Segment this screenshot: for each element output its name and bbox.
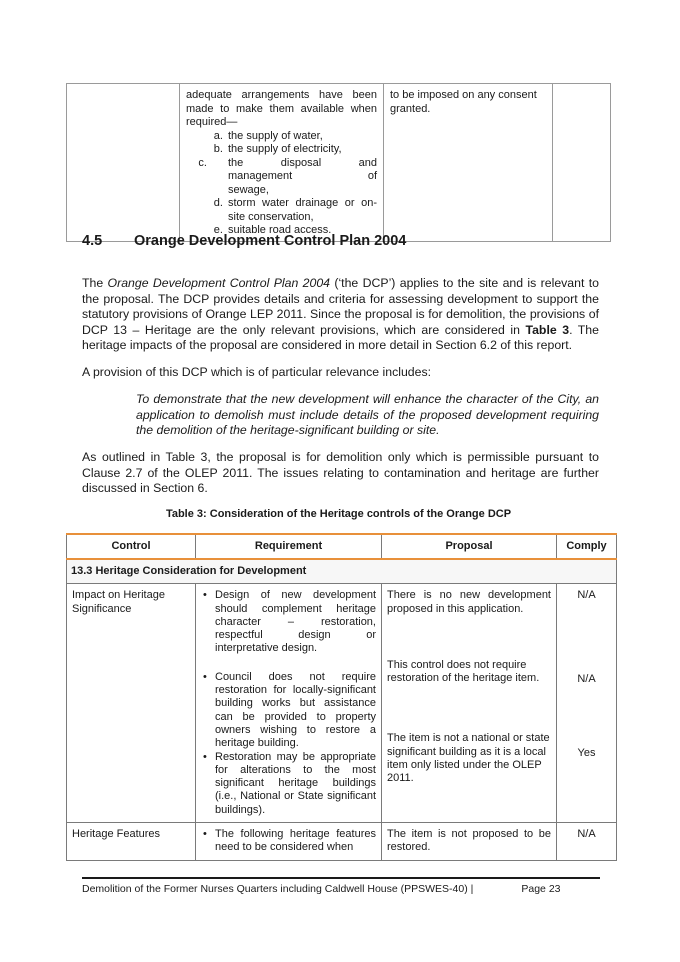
text-span: (‘the DCP’) applies to the site and is relevant to the proposal. The DCP provides details and criteria for assessing development to support the statutory provisions of Orange LEP 2011. Since the proposal is for demolition, the provisions of DCP 13 – Heritage are the only relevant provisions, which are considered in [82, 276, 600, 337]
proposal-text: to be imposed on any consent granted. [390, 89, 537, 115]
comply-value: N/A [577, 828, 596, 841]
table-reference: Table 3 [525, 322, 570, 337]
list-item: c. the disposal and management of sewage, [226, 157, 377, 198]
proposal-text: This control does not require restoration of the heritage item. [387, 658, 540, 685]
list-item: e. suitable road access. [226, 224, 377, 238]
dcp-quote: To demonstrate that the new development will enhance the character of the City, an application to demolish must include details of the proposed development requiring the demolition of the heritage-significant building or site. [136, 392, 599, 437]
column-header: Proposal [382, 534, 557, 559]
list-item: a. the supply of water, [226, 130, 377, 144]
intro-paragraph [82, 276, 599, 354]
section-title: Orange Development Control Plan 2004 [134, 233, 407, 249]
footer-title: Demolition of the Former Nurses Quarters including Caldwell House (PPSWES-40) | [82, 883, 474, 895]
outline-paragraph: As outlined in Table 3, the proposal is for demolition only which is permissible pursuant to Clause 2.7 of the OLEP 2011. The issues relating to contamination and heritage are further discussed in Section 6. [82, 450, 599, 495]
requirement-bullet: • Council does not require restoration for locally-significant building works but assistance can be provided to property owners wishing to restore a heritage building. [201, 671, 376, 751]
control-cell: Heritage Features [67, 823, 196, 861]
comply-value: Yes [577, 746, 596, 759]
provision-paragraph: A provision of this DCP which is of particular relevance includes: [82, 365, 432, 379]
section-number: 4.5 [82, 233, 103, 249]
requirement-bullet: • The following heritage features need to be considered when [201, 828, 376, 855]
control-cell: Impact on Heritage Significance [67, 584, 196, 823]
comply-cell [557, 823, 617, 861]
table-row [67, 584, 617, 823]
column-header: Control [67, 534, 196, 559]
table-row [67, 84, 611, 242]
continuation-table [66, 83, 611, 242]
requirement-text: adequate arrangements have been made to make them available when required— [186, 89, 377, 128]
text-span: The [82, 276, 108, 290]
table-cell-comply [553, 84, 611, 242]
comply-value: N/A [577, 589, 596, 602]
table-cell-control [67, 84, 180, 242]
proposal-text: There is no new development proposed in this application. [387, 589, 551, 615]
proposal-cell [382, 823, 557, 861]
requirement-list [186, 130, 377, 238]
table-cell-requirement [180, 84, 384, 242]
table-caption: Table 3: Consideration of the Heritage controls of the Orange DCP [165, 508, 512, 520]
requirement-bullet: • Restoration may be appropriate for alterations to the most significant heritage buildings (i.e., National or State significant buildings). [201, 751, 376, 817]
table-cell-proposal [384, 84, 553, 242]
dcp-title: Orange Development Control Plan 2004 [107, 276, 330, 290]
section-heading [82, 233, 406, 249]
table-header-row [67, 534, 617, 559]
requirement-cell [196, 584, 382, 823]
table-row [67, 823, 617, 861]
page-footer [82, 883, 561, 895]
column-header: Requirement [196, 534, 382, 559]
section-row [67, 559, 617, 584]
section-row-label: 13.3 Heritage Consideration for Development [67, 559, 617, 584]
requirement-bullet: • Design of new development should complement heritage character – restoration, respectful design or interpretative design. [201, 589, 376, 655]
requirement-cell [196, 823, 382, 861]
list-item: d. storm water drainage or on-site conservation, [226, 197, 377, 224]
proposal-cell [382, 584, 557, 823]
heritage-controls-table [66, 533, 617, 861]
comply-cell [557, 584, 617, 823]
list-item: b. the supply of electricity, [226, 143, 377, 157]
comply-value: N/A [577, 672, 596, 685]
text-span: . The heritage impacts of the proposal are considered in more detail in Section 6.2 of this report. [82, 322, 599, 352]
footer-rule [82, 877, 600, 879]
proposal-text: The item is not proposed to be restored. [387, 828, 551, 854]
page-number: Page 23 [521, 883, 561, 895]
column-header: Comply [557, 534, 617, 559]
proposal-text: The item is not a national or state significant building as it is a local item only listed under the OLEP 2011. [387, 732, 550, 785]
